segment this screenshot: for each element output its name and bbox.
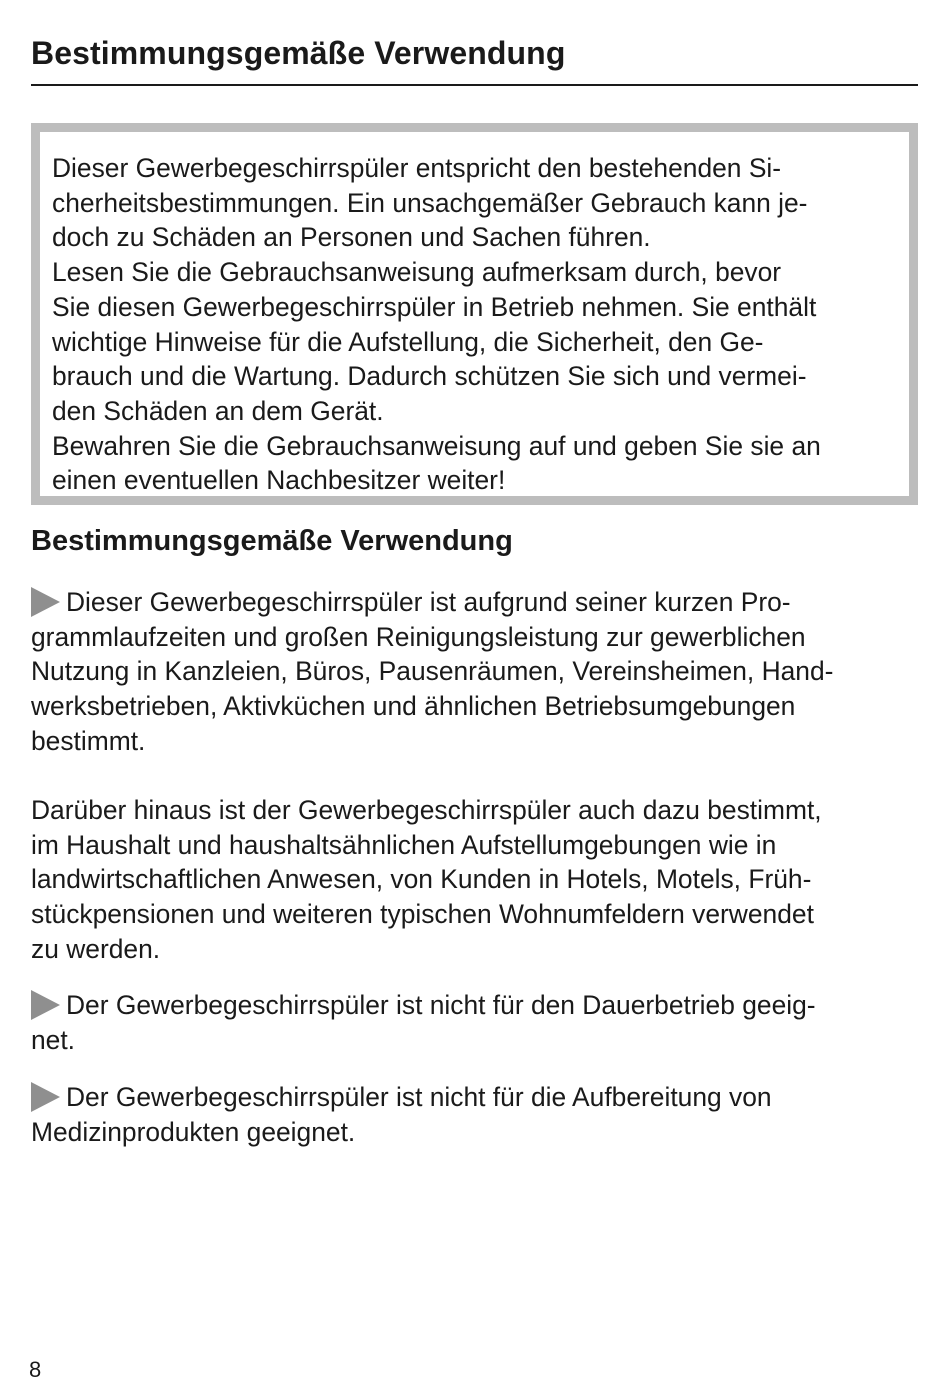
notice-line: Bewahren Sie die Gebrauchsanweisung auf und geben Sie sie an — [52, 430, 821, 461]
paragraph-line: bestimmt. — [31, 725, 146, 756]
bullet-paragraph-continuous-operation — [31, 988, 816, 1057]
page-title: Bestimmungsgemäße Verwendung — [31, 35, 566, 71]
notice-line: wichtige Hinweise für die Aufstellung, die Sicherheit, den Ge- — [52, 326, 764, 357]
paragraph-line: Nutzung in Kanzleien, Büros, Pausenräumen, Vereinsheimen, Hand- — [31, 656, 834, 687]
notice-line: cherheitsbestimmungen. Ein unsachgemäßer Gebrauch kann je- — [52, 187, 808, 218]
paragraph-line: net. — [31, 1024, 76, 1055]
paragraph-line: grammlaufzeiten und großen Reinigungsleistung zur gewerblichen — [31, 621, 806, 652]
safety-notice-box — [31, 123, 918, 505]
page-number: 8 — [29, 1357, 42, 1382]
section-heading: Bestimmungsgemäße Verwendung — [31, 525, 513, 557]
notice-line: Lesen Sie die Gebrauchsanweisung aufmerksam durch, bevor — [52, 257, 782, 288]
notice-line: den Schäden an dem Gerät. — [52, 395, 384, 426]
paragraph-line: Dieser Gewerbegeschirrspüler ist aufgrund seiner kurzen Pro- — [31, 585, 833, 620]
paragraph-line: zu werden. — [31, 933, 161, 964]
paragraph-line: im Haushalt und haushaltsähnlichen Aufstellumgebungen wie in — [31, 829, 777, 860]
paragraph-line: Darüber hinaus ist der Gewerbegeschirrspüler auch dazu bestimmt, — [31, 795, 822, 825]
paragraph-line: werksbetrieben, Aktivküchen und ähnlichen Betriebsumgebungen — [31, 691, 796, 722]
triangle-bullet-icon — [31, 587, 60, 617]
notice-line: brauch und die Wartung. Dadurch schützen Sie sich und vermei- — [52, 361, 807, 392]
paragraph-household-use — [31, 793, 822, 967]
paragraph-line: Medizinprodukten geeignet. — [31, 1116, 356, 1147]
notice-line: doch zu Schäden an Personen und Sachen führen. — [52, 222, 651, 253]
paragraph-line: stückpensionen und weiteren typischen Wohnumfeldern verwendet — [31, 899, 814, 930]
bullet-paragraph-medical-products — [31, 1080, 772, 1149]
paragraph-line: Der Gewerbegeschirrspüler ist nicht für den Dauerbetrieb geeig- — [31, 988, 816, 1023]
paragraph-line: landwirtschaftlichen Anwesen, von Kunden in Hotels, Motels, Früh- — [31, 864, 812, 895]
notice-line: Dieser Gewerbegeschirrspüler entspricht den bestehenden Si- — [52, 153, 782, 183]
bullet-paragraph-commercial-use — [31, 585, 833, 759]
triangle-bullet-icon — [31, 990, 60, 1020]
triangle-bullet-icon — [31, 1082, 60, 1112]
title-divider — [31, 84, 918, 86]
paragraph-line: Der Gewerbegeschirrspüler ist nicht für die Aufbereitung von — [31, 1080, 772, 1115]
notice-line: Sie diesen Gewerbegeschirrspüler in Betrieb nehmen. Sie enthält — [52, 291, 817, 322]
notice-line: einen eventuellen Nachbesitzer weiter! — [52, 465, 506, 496]
